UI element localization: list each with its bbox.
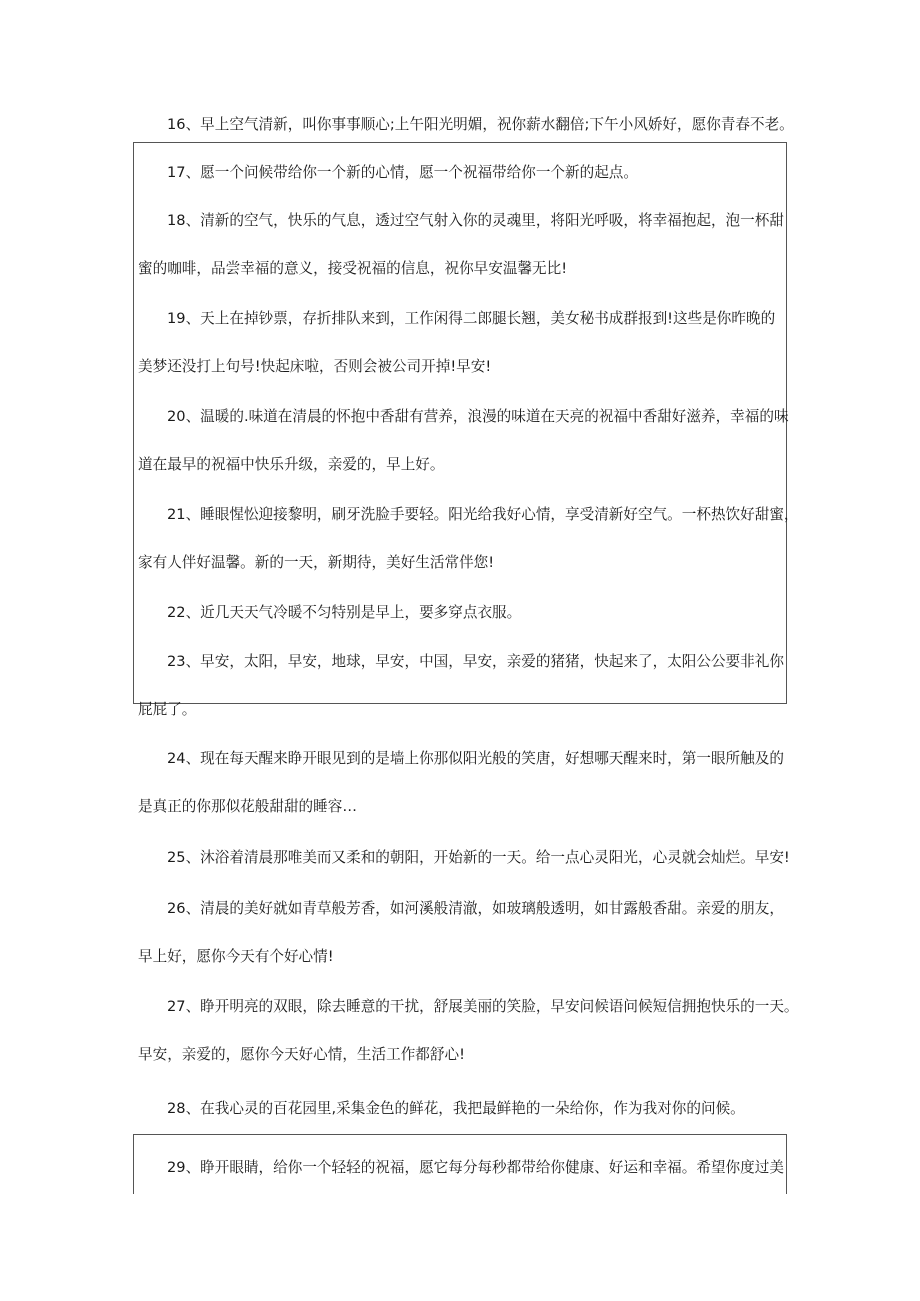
paragraph-26 — [138, 885, 786, 981]
paragraph-line: 28、在我心灵的百花园里,采集金色的鲜花，我把最鲜艳的一朵给你，作为我对你的问候。 — [167, 1100, 745, 1117]
paragraph-line: 29、睁开眼睛，给你一个轻轻的祝福，愿它每分每秒都带给你健康、好运和幸福。希望你度过美 — [167, 1159, 784, 1176]
paragraph-line: 17、愿一个问候带给你一个新的心情，愿一个祝福带给你一个新的起点。 — [167, 164, 638, 181]
paragraph-line: 22、近几天天气冷暖不匀特别是早上，要多穿点衣服。 — [167, 604, 522, 621]
paragraph-21 — [138, 491, 799, 587]
paragraph-line: 18、清新的空气，快乐的气息，透过空气射入你的灵魂里，将阳光呼吸，将幸福抱起，泡一杯甜 — [167, 212, 784, 229]
paragraph-line: 21、睡眼惺忪迎接黎明，刷牙洗脸手要轻。阳光给我好心情，享受清新好空气。一杯热饮好甜蜜， — [167, 506, 799, 523]
paragraph-line: 16、早上空气清新，叫你事事顺心;上午阳光明媚，祝你薪水翻倍;下午小风娇好，愿你青春不老。 — [167, 116, 794, 133]
paragraph-20 — [138, 393, 789, 489]
paragraph-25 — [138, 834, 790, 882]
paragraph-17 — [138, 149, 786, 197]
paragraph-23 — [138, 638, 786, 734]
paragraph-22 — [138, 589, 786, 637]
paragraph-line: 屁屁了。 — [138, 701, 197, 718]
paragraph-line: 26、清晨的美好就如青草般芳香，如河溪般清澈，如玻璃般透明，如甘露般香甜。亲爱的朋友， — [167, 900, 784, 917]
paragraph-27 — [138, 983, 799, 1079]
paragraph-line: 蜜的咖啡，品尝幸福的意义，接受祝福的信息，祝你早安温馨无比! — [138, 260, 568, 277]
paragraph-line: 早上好，愿你今天有个好心情! — [138, 948, 334, 965]
paragraph-line: 24、现在每天醒来睁开眼见到的是墙上你那似阳光般的笑唐，好想哪天醒来时，第一眼所触及的 — [167, 750, 784, 767]
paragraph-28 — [138, 1085, 786, 1133]
paragraph-line: 家有人伴好温馨。新的一天，新期待，美好生活常伴您! — [138, 554, 495, 571]
paragraph-line: 20、温暖的.味道在清晨的怀抱中香甜有营养，浪漫的味道在天亮的祝福中香甜好滋养，幸福的味 — [167, 408, 789, 425]
paragraph-line: 27、睁开明亮的双眼，除去睡意的干扰，舒展美丽的笑脸，早安问候语问候短信拥抱快乐的一天。 — [167, 998, 799, 1015]
paragraph-line: 美梦还没打上句号!快起床啦，否则会被公司开掉!早安! — [138, 358, 492, 375]
paragraph-line: 25、沐浴着清晨那唯美而又柔和的朝阳，开始新的一天。给一点心灵阳光，心灵就会灿烂。早安! — [167, 849, 790, 866]
paragraph-line: 23、早安，太阳，早安，地球，早安，中国，早安，亲爱的猪猪，快起来了，太阳公公要非礼你 — [167, 653, 784, 670]
paragraph-19 — [138, 295, 786, 391]
paragraph-line: 道在最早的祝福中快乐升级，亲爱的，早上好。 — [138, 456, 445, 473]
paragraph-24 — [138, 735, 786, 831]
paragraph-18 — [138, 197, 786, 293]
paragraph-line: 19、天上在掉钞票，存折排队来到，工作闲得二郎腿长翘，美女秘书成群报到!这些是你昨晚的 — [167, 310, 776, 327]
paragraph-29 — [138, 1144, 786, 1192]
paragraph-line: 是真正的你那似花般甜甜的睡容… — [138, 798, 357, 815]
paragraph-line: 早安，亲爱的，愿你今天好心情，生活工作都舒心! — [138, 1046, 465, 1063]
paragraph-16 — [138, 101, 794, 149]
